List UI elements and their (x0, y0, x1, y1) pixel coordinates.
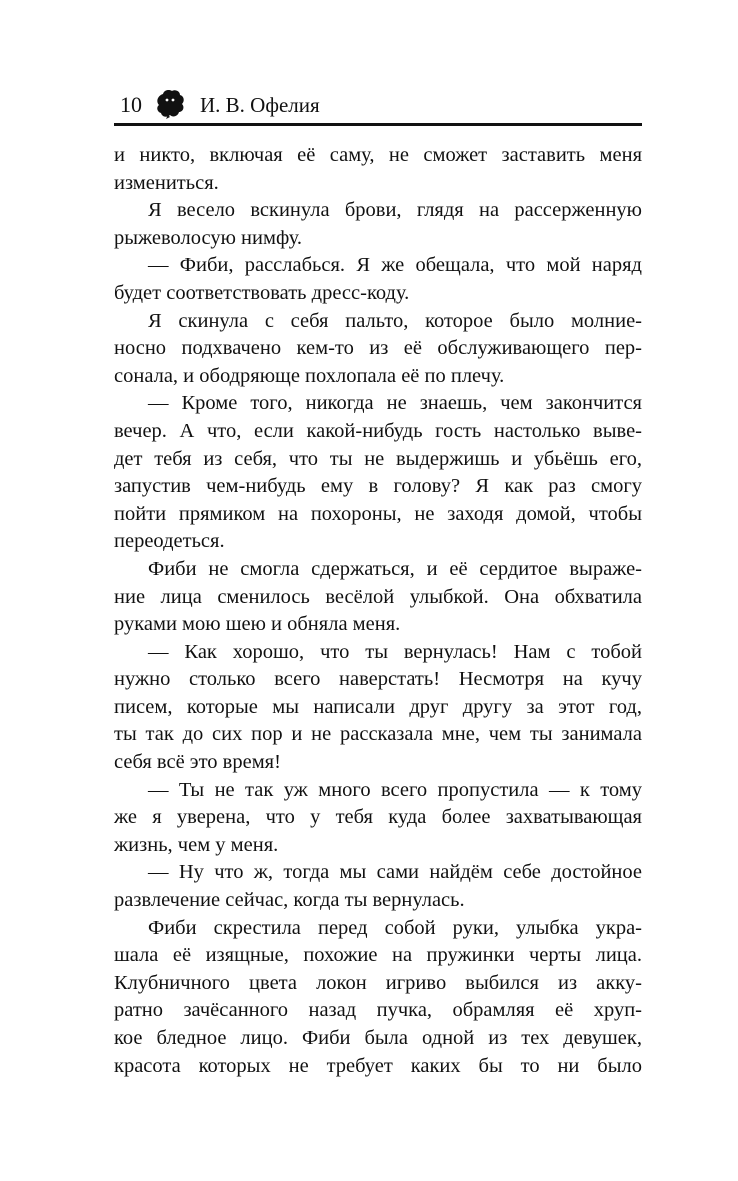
text-line: себя всё это время! (114, 751, 281, 774)
paragraph (114, 142, 642, 197)
ink-blot-emblem-icon (154, 88, 186, 120)
text-line: же я уверена, что у тебя куда более захватывающая (114, 806, 642, 829)
text-line: Я весело вскинула брови, глядя на рассерженную (148, 199, 642, 222)
text-line: и никто, включая её саму, не сможет заставить меня (114, 144, 642, 166)
running-header (114, 88, 642, 122)
text-line: шала её изящные, похожие на пружинки черты лица. (114, 944, 642, 967)
text-line: кое бледное лицо. Фиби была одной из тех девушек, (114, 1027, 642, 1049)
text-line: вечер. А что, если какой-нибудь гость настолько выве- (114, 419, 642, 442)
text-line: — Ты не так уж много всего пропустила — к тому (148, 778, 642, 801)
text-line: писем, которые мы написали друг другу за этот год, (114, 695, 642, 718)
text-line: сонала, и ободряюще похлопала её по плечу. (114, 364, 505, 387)
text-line: руками мою шею и обняла меня. (114, 613, 401, 636)
text-line: ратно зачёсанного назад пучка, обрамляя её хруп- (114, 999, 642, 1022)
author-name: И. В. Офелия (200, 93, 320, 117)
text-line: Клубничного цвета локон игриво выбился из акку- (114, 971, 642, 994)
text-line: дет тебя из себя, что ты не выдержишь и убьёшь его, (114, 447, 642, 470)
dialogue-paragraph (114, 252, 642, 307)
text-line: переодеться. (114, 530, 225, 553)
text-line: жизнь, чем у меня. (114, 833, 279, 856)
paragraph (114, 197, 642, 252)
dialogue-paragraph (114, 777, 642, 860)
text-line: нужно столько всего наверстать! Несмотря на кучу (114, 668, 642, 691)
paragraph (114, 915, 642, 1081)
text-line: красота которых не требует каких бы то ни было (114, 1054, 642, 1077)
text-body (114, 142, 642, 1080)
text-line: рыжеволосую нимфу. (114, 226, 303, 249)
dialogue-paragraph (114, 390, 642, 556)
text-line: Я скинула с себя пальто, которое было молние- (148, 309, 642, 332)
paragraph (114, 308, 642, 391)
text-line: Фиби не смогла сдержаться, и её сердитое выраже- (148, 557, 642, 580)
paragraph (114, 556, 642, 639)
text-line: — Фиби, расслабься. Я же обещала, что мой наряд (148, 254, 642, 277)
text-line: носно подхвачено кем-то из её обслуживающего пер- (114, 337, 642, 360)
page-number: 10 (120, 92, 142, 117)
text-line: ние лица сменилось весёлой улыбкой. Она обхватила (114, 585, 642, 608)
text-line: — Ну что ж, тогда мы сами найдём себе достойное (148, 861, 642, 884)
header-rule (114, 123, 642, 126)
text-line: Фиби скрестила перед собой руки, улыбка укра- (148, 916, 642, 939)
text-line: запустив чем-нибудь ему в голову? Я как раз смогу (114, 475, 642, 498)
text-line: — Как хорошо, что ты вернулась! Нам с тобой (148, 640, 642, 663)
dialogue-paragraph (114, 639, 642, 777)
text-line: пойти прямиком на похороны, не заходя домой, чтобы (114, 502, 642, 525)
text-line: ты так до сих пор и не рассказала мне, чем ты занимала (114, 723, 642, 746)
dialogue-paragraph (114, 859, 642, 914)
text-line: измениться. (114, 171, 219, 194)
text-line: — Кроме того, никогда не знаешь, чем закончится (148, 392, 642, 415)
text-line: развлечение сейчас, когда ты вернулась. (114, 889, 465, 912)
text-line: будет соответствовать дресс-коду. (114, 281, 410, 304)
